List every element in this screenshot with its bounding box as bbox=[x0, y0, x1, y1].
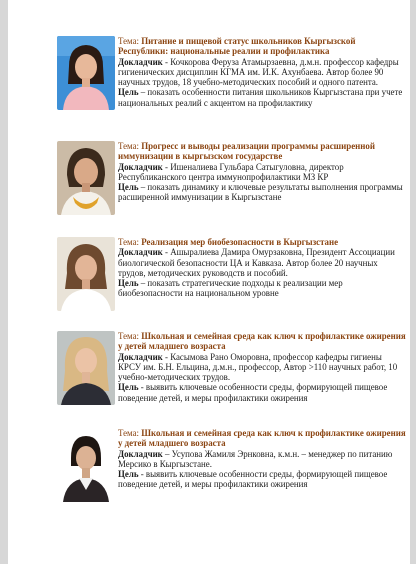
speaker-info: - Кочкорова Феруза Атамырзаевна, д.м.н. профессор кафедры гигиенических дисциплин КГМА им. И.К. Ахунбаева. Автор более 90 научных трудов, 18 учебно-методических пособий и одного патента. bbox=[118, 56, 399, 88]
speaker-label: Докладчик bbox=[118, 247, 163, 258]
topic-title: Питание и пищевой статус школьников Кыргызской Республики: национальные реалии и профилактика bbox=[118, 36, 356, 57]
goal-label: Цель bbox=[118, 382, 139, 393]
program-page bbox=[8, 0, 410, 564]
goal-label: Цель bbox=[118, 87, 139, 98]
speaker-label: Докладчик bbox=[118, 351, 163, 362]
speaker-portrait-icon bbox=[57, 141, 115, 215]
goal-label: Цель bbox=[118, 182, 139, 193]
speaker-portrait-icon bbox=[57, 237, 115, 311]
goal-text: - выявить ключевые особенности среды, формирующей пищевое поведение детей, и меры профилактики ожирения bbox=[118, 382, 388, 403]
topic-title: Реализация мер биобезопасности в Кыргызстане bbox=[141, 237, 339, 247]
goal-text: – показать динамику и ключевые результаты выполнения программы расширенной иммунизации в Кыргызстане bbox=[118, 182, 403, 203]
topic-label: Тема: bbox=[118, 428, 142, 438]
speaker-photo bbox=[57, 141, 115, 215]
speaker-photo bbox=[57, 237, 115, 311]
speaker-label: Докладчик bbox=[118, 56, 163, 67]
topic-label: Тема: bbox=[118, 237, 142, 247]
speaker-photo bbox=[57, 36, 115, 110]
speaker-portrait-icon bbox=[57, 428, 115, 502]
topic-label: Тема: bbox=[118, 36, 142, 46]
goal-label: Цель bbox=[118, 469, 139, 480]
speaker-label: Докладчик bbox=[118, 448, 163, 459]
topic-title: Прогресс и выводы реализации программы расширенной иммунизации в кыргызском государстве bbox=[118, 141, 375, 162]
speaker-label: Докладчик bbox=[118, 161, 163, 172]
speaker-info: – Усупова Жамиля Эрнковна, к.м.н. – менеджер по питанию Мерсико в Кыргызстане. bbox=[118, 448, 393, 469]
topic-title: Школьная и семейная среда как ключ к профилактике ожирения у детей младшего возраста bbox=[118, 331, 406, 352]
speaker-portrait-icon bbox=[57, 36, 115, 110]
speaker-photo bbox=[57, 428, 115, 502]
goal-text: - выявить ключевые особенности среды, формирующей пищевое поведение детей, и меры профилактики ожирения bbox=[118, 469, 388, 490]
speaker-info: - Ишеналиева Гульбара Сатыгуловна, директор Республиканского центра иммунопрофилактики МЗ КР bbox=[118, 161, 344, 182]
topic-label: Тема: bbox=[118, 331, 142, 341]
goal-label: Цель bbox=[118, 278, 139, 289]
topic-label: Тема: bbox=[118, 141, 142, 151]
topic-title: Школьная и семейная среда как ключ к профилактике ожирения у детей младшего возраста bbox=[118, 428, 406, 449]
speaker-photo bbox=[57, 331, 115, 405]
speaker-info: - Ашыралиева Дамира Омурзаковна, Президент Ассоциации биологической безопасности ЦА и Кавказа. Автор более 20 научных трудов, методических руководств и пособий. bbox=[118, 247, 395, 278]
goal-text: – показать стратегические подходы к реализации мер биобезопасности на национальном уровне bbox=[118, 278, 343, 299]
speaker-portrait-icon bbox=[57, 331, 115, 405]
speaker-info: - Касымова Рано Оморовна, профессор кафедры гигиены КРСУ им. Б.Н. Ельцина, д.м.н., профессор, Автор >110 научных работ, 10 учебно-методических трудов. bbox=[118, 351, 398, 383]
goal-text: – показать особенности питания школьников Кыргызстана при учете национальных реалий с акцентом на профилактику bbox=[118, 87, 403, 108]
